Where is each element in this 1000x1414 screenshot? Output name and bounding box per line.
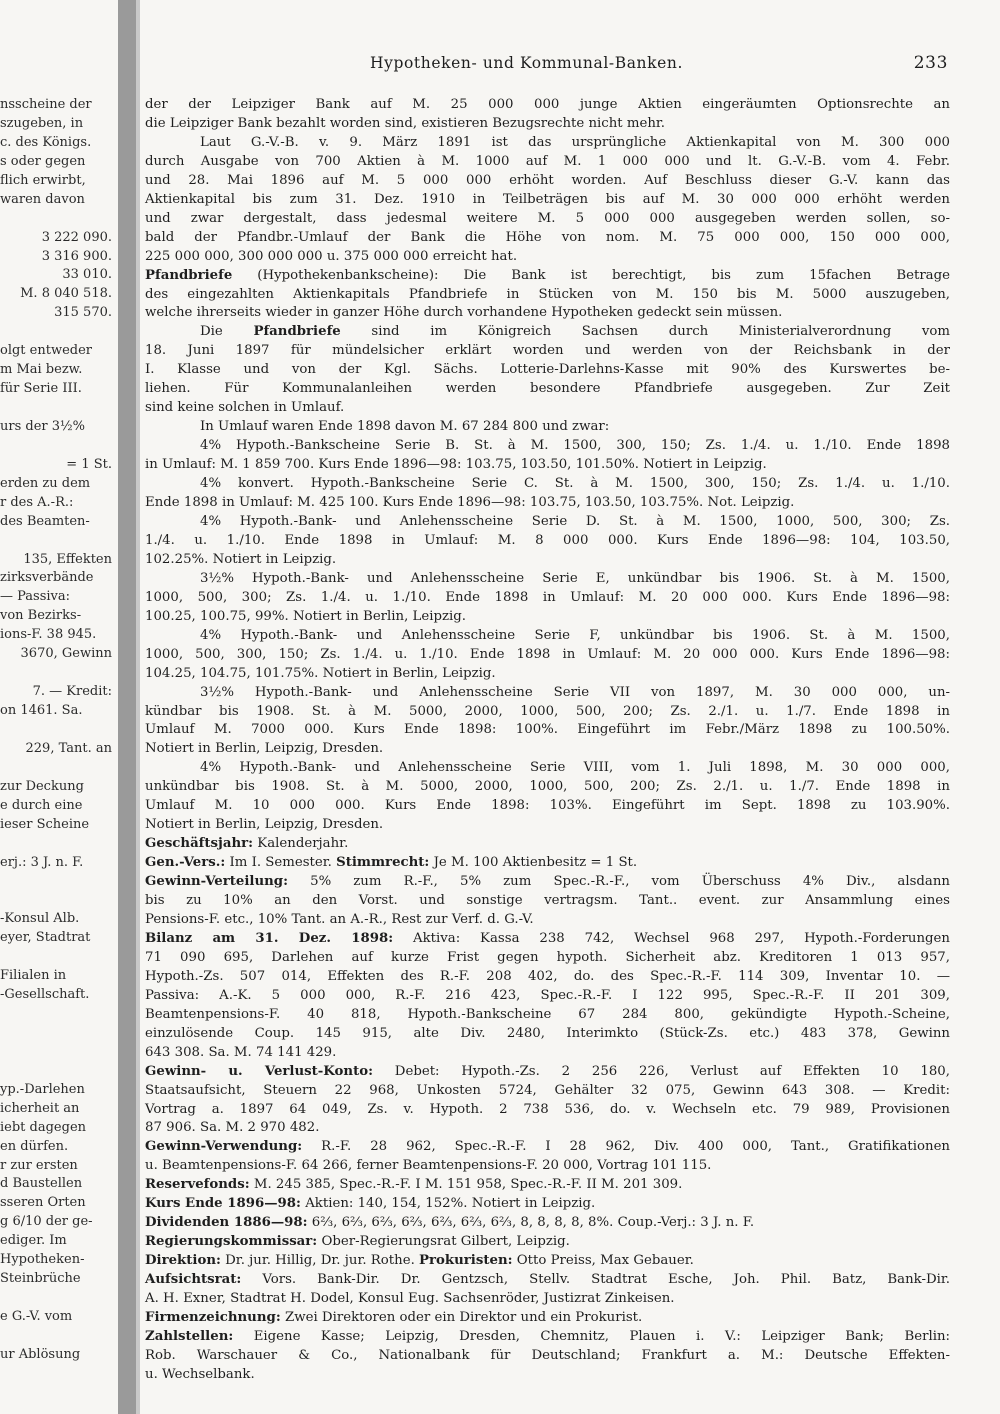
- paragraph: [145, 1195, 950, 1214]
- text-line: 87 906. Sa. M. 2 970 482.: [145, 1120, 320, 1136]
- fragment-line: [0, 1327, 116, 1346]
- paragraph: [145, 1138, 950, 1176]
- text-line: Aufsichtsrat: Vors. Bank-Dir. Dr. Gentzsch, Stellv. Stadtrat Esche, Joh. Phil. Batz, Bank-Dir.: [145, 1272, 950, 1288]
- fragment-line: eyer, Stadtrat: [0, 930, 91, 946]
- fragment-line: Hypotheken-: [0, 1252, 85, 1268]
- fragment-line: 7. — Kredit:: [32, 684, 112, 700]
- text-line: und 28. Mai 1896 auf M. 5 000 000 erhöht worden. Auf Beschluss dieser G.-V. kann das: [145, 172, 950, 188]
- fragment-line: erden zu dem: [0, 475, 91, 491]
- text-line: einzulösende Coup. 145 915, alte Div. 2480, Interimkto (Stück-Zs. etc.) 483 378, Gewinn: [145, 1025, 950, 1041]
- fragment-line: 3 222 090.: [41, 229, 112, 245]
- fragment-line: e G.-V. vom: [0, 1309, 73, 1324]
- text-line: Firmenzeichnung: Zwei Direktoren oder ein Direktor und ein Prokurist.: [145, 1310, 643, 1325]
- fragment-line: [0, 532, 116, 551]
- paragraph: [145, 1063, 950, 1139]
- fragment-line: [0, 1289, 116, 1308]
- paragraph: [145, 627, 950, 684]
- fragment-line: ur Ablösung: [0, 1346, 81, 1362]
- text-line: 1000, 500, 300; Zs. 1./4. u. 1./10. Ende 1898 in Umlauf: M. 20 000 000. Kurs Ende 1896—98:: [145, 589, 950, 605]
- page-header: [370, 54, 948, 76]
- fragment-line: zirksverbände: [0, 570, 94, 586]
- paragraph: [145, 1252, 950, 1271]
- text-line: Gewinn- u. Verlust-Konto: Debet: Hypoth.-Zs. 2 256 226, Verlust auf Effekten 10 180,: [145, 1063, 950, 1079]
- paragraph: [145, 835, 950, 854]
- text-line: Bilanz am 31. Dez. 1898: Aktiva: Kassa 238 742, Wechsel 968 297, Hypoth.-Forderungen: [145, 930, 950, 946]
- fragment-line: Steinbrüche: [0, 1271, 81, 1287]
- text-line: Geschäftsjahr: Kalenderjahr.: [145, 836, 349, 852]
- fragment-line: e durch eine: [0, 797, 83, 813]
- running-title: Hypotheken- und Kommunal-Banken.: [370, 54, 684, 72]
- paragraph: [145, 513, 950, 570]
- text-line: Notiert in Berlin, Leipzig, Dresden.: [145, 741, 384, 757]
- text-line: und zwar dergestalt, dass jedesmal weitere M. 5 000 000 ausgegeben werden sollen, so-: [145, 210, 950, 226]
- text-line: Gen.-Vers.: Im I. Semester. Stimmrecht: Je M. 100 Aktienbesitz = 1 St.: [145, 855, 638, 871]
- fragment-line: [0, 1024, 116, 1043]
- fragment-line: c. des Königs.: [0, 134, 92, 150]
- paragraph: [145, 323, 950, 418]
- paragraph: [145, 418, 950, 437]
- paragraph: [145, 1309, 950, 1328]
- fragment-line: des Beamten-: [0, 513, 90, 529]
- fragment-line: sseren Orten: [0, 1195, 86, 1211]
- fragment-line: [0, 1043, 116, 1062]
- text-line: Die Pfandbriefe sind im Königreich Sachsen durch Ministerialverordnung vom: [200, 324, 950, 340]
- text-line: Regierungskommissar: Ober-Regierungsrat Gilbert, Leipzig.: [145, 1234, 570, 1250]
- paragraph: [145, 1233, 950, 1252]
- fragment-line: [0, 759, 116, 778]
- text-line: sind keine solchen in Umlauf.: [145, 400, 345, 416]
- text-line: Pfandbriefe (Hypothekenbankscheine): Die Bank ist berechtigt, bis zum 15fachen Betrage: [145, 267, 950, 283]
- fragment-line: von Bezirks-: [0, 608, 82, 624]
- text-line: Hypoth.-Zs. 507 014, Effekten des R.-F. 208 402, do. des Spec.-R.-F. 114 309, Inventar 10. —: [145, 968, 950, 984]
- text-line: 104.25, 104.75, 101.75%. Notiert in Berlin, Leipzig.: [145, 665, 496, 681]
- text-line: der der Leipziger Bank auf M. 25 000 000 junge Aktien eingeräumten Optionsrechte an: [145, 97, 950, 112]
- paragraph: [145, 1176, 950, 1195]
- text-line: 102.25%. Notiert in Leipzig.: [145, 551, 337, 567]
- fragment-line: en dürfen.: [0, 1138, 69, 1154]
- text-line: 1000, 500, 300, 150; Zs. 1./4. u. 1./10. Ende 1898 in Umlauf: M. 20 000 000. Kurs Ende 1896—98:: [145, 646, 950, 662]
- fragment-line: 135, Effekten: [23, 551, 112, 567]
- fragment-line: ieser Scheine: [0, 816, 90, 832]
- paragraph: [145, 873, 950, 930]
- text-line: die Leipziger Bank bezahlt worden sind, existieren Bezugsrechte nicht mehr.: [145, 115, 666, 131]
- fragment-line: urs der 3½%: [0, 418, 85, 434]
- text-line: liehen. Für Kommunalanleihen werden besondere Pfandbriefe ausgegeben. Zur Zeit: [145, 381, 950, 397]
- fragment-line: r zur ersten: [0, 1157, 78, 1173]
- fragment-line: zur Deckung: [0, 778, 84, 794]
- text-line: u. Beamtenpensions-F. 64 266, ferner Beamtenpensions-F. 20 000, Vortrag 101 115.: [145, 1158, 712, 1174]
- paragraph: [145, 96, 950, 134]
- paragraph: [145, 1271, 950, 1309]
- text-line: 4% Hypoth.-Bank- und Anlehensscheine Serie F, unkündbar bis 1906. St. à M. 1500,: [200, 627, 950, 643]
- fragment-line: nsscheine der: [0, 97, 92, 112]
- fragment-line: erj.: 3 J. n. F.: [0, 854, 84, 870]
- fragment-line: [0, 399, 116, 418]
- text-line: kündbar bis 1908. St. à M. 5000, 2000, 1000, 500, 200; Zs. 2./1. u. 1./7. Ende 1898 in: [145, 703, 950, 719]
- text-line: 100.25, 100.75, 99%. Notiert in Berlin, Leipzig.: [145, 608, 467, 624]
- fragment-line: 315 570.: [54, 305, 112, 321]
- fragment-line: ions-F. 38 945.: [0, 627, 97, 643]
- text-line: Zahlstellen: Eigene Kasse; Leipzig, Dresden, Chemnitz, Plauen i. V.: Leipziger Bank; Berlin:: [145, 1328, 950, 1344]
- fragment-line: M. 8 040 518.: [20, 286, 112, 302]
- page-gutter-edge: [136, 0, 140, 1414]
- paragraph: [145, 570, 950, 627]
- fragment-line: d Baustellen: [0, 1176, 83, 1192]
- text-line: 18. Juni 1897 für mündelsicher erklärt worden und werden von der Reichsbank in der: [145, 343, 950, 359]
- text-line: durch Ausgabe von 700 Aktien à M. 1000 auf M. 1 000 000 und lt. G.-V.-B. vom 4. Febr.: [145, 153, 950, 169]
- fragment-line: waren davon: [0, 191, 85, 207]
- fragment-line: olgt entweder: [0, 343, 93, 359]
- fragment-line: [0, 1062, 116, 1081]
- text-line: Vortrag a. 1897 64 049, Zs. v. Hypoth. 2 738 536, do. v. Wechseln etc. 79 989, Provisionen: [145, 1101, 950, 1117]
- text-line: Umlauf M. 7000 000. Kurs Ende 1898: 100%. Eingeführt im Febr./März 1898 zu 100.50%.: [145, 722, 950, 738]
- fragment-line: [0, 721, 116, 740]
- text-line: 4% Hypoth.-Bank- und Anlehensscheine Serie D. St. à M. 1500, 1000, 500, 300; Zs.: [200, 513, 950, 529]
- text-line: Ende 1898 in Umlauf: M. 425 100. Kurs Ende 1896—98: 103.75, 103.50, 103.75%. Not. Leipzig.: [145, 495, 795, 511]
- text-line: 3½% Hypoth.-Bank- und Anlehensscheine Serie VII von 1897, M. 30 000 000, un-: [200, 684, 950, 700]
- text-line: Pensions-F. etc., 10% Tant. an A.-R., Rest zur Verf. d. G.-V.: [145, 911, 534, 927]
- paragraph: [145, 854, 950, 873]
- text-line: Dividenden 1886—98: 6⅔, 6⅔, 6⅔, 6⅔, 6⅔, 6⅔, 6⅔, 8, 8, 8, 8, 8%. Coup.-Verj.: 3 J. n. F.: [145, 1215, 755, 1231]
- fragment-line: [0, 948, 116, 967]
- text-line: 643 308. Sa. M. 74 141 429.: [145, 1044, 337, 1060]
- fragment-line: flich erwirbt,: [0, 172, 86, 188]
- paragraph: [145, 134, 950, 267]
- text-line: Rob. Warschauer & Co., Nationalbank für Deutschland; Frankfurt a. M.: Deutsche Effekten-: [145, 1347, 950, 1363]
- paragraph: [145, 684, 950, 760]
- paragraph: [145, 930, 950, 1063]
- fragment-line: für Serie III.: [0, 381, 82, 397]
- fragment-line: Filialen in: [0, 968, 67, 984]
- text-line: Gewinn-Verteilung: 5% zum R.-F., 5% zum Spec.-R.-F., vom Überschuss 4% Div., alsdann: [145, 874, 950, 890]
- text-line: unkündbar bis 1908. St. à M. 5000, 2000, 1000, 500, 200; Zs. 2./1. u. 1./7. Ende 1898 in: [145, 779, 950, 795]
- paragraph: [145, 759, 950, 835]
- fragment-line: on 1461. Sa.: [0, 703, 83, 718]
- fragment-line: [0, 323, 116, 342]
- text-line: Beamtenpensions-F. 40 818, Hypoth.-Bankscheine 67 284 800, gekündigte Hypoth.-Scheine,: [145, 1006, 950, 1022]
- text-line: 71 090 695, Darlehen auf kurze Frist gegen hypoth. Sicherheit abz. Kreditoren 1 013 957,: [145, 949, 950, 965]
- paragraph: [145, 267, 950, 324]
- text-line: 4% konvert. Hypoth.-Bankscheine Serie C. St. à M. 1500, 300, 150; Zs. 1./4. u. 1./10.: [200, 476, 950, 492]
- text-line: Reservefonds: M. 245 385, Spec.-R.-F. I M. 151 958, Spec.-R.-F. II M. 201 309.: [145, 1177, 683, 1193]
- fragment-line: [0, 835, 116, 854]
- fragment-line: szugeben, in: [0, 115, 84, 131]
- paragraph: [145, 1214, 950, 1233]
- text-line: Direktion: Dr. jur. Hillig, Dr. jur. Rothe. Prokuristen: Otto Preiss, Max Gebauer.: [145, 1253, 694, 1269]
- text-line: u. Wechselbank.: [145, 1366, 255, 1382]
- text-line: I. Klasse und von der Kgl. Sächs. Lotterie-Darlehns-Kasse mit 90% des Kurswertes be-: [145, 362, 950, 378]
- fragment-line: -Konsul Alb.: [0, 911, 80, 927]
- text-line: In Umlauf waren Ende 1898 davon M. 67 284 800 und zwar:: [200, 419, 610, 435]
- text-line: Notiert in Berlin, Leipzig, Dresden.: [145, 817, 384, 833]
- fragment-line: -Gesellschaft.: [0, 987, 90, 1003]
- fragment-line: m Mai bezw.: [0, 362, 83, 378]
- text-line: Aktienkapital bis zum 31. Dez. 1910 in Teilbeträgen bis auf M. 30 000 000 erhöht werden: [145, 191, 950, 207]
- text-line: Umlauf M. 10 000 000. Kurs Ende 1898: 103%. Eingeführt im Sept. 1898 zu 103.90%.: [145, 798, 950, 814]
- page-number: 233: [913, 53, 948, 73]
- text-line: 4% Hypoth.-Bankscheine Serie B. St. à M. 1500, 300, 150; Zs. 1./4. u. 1./10. Ende 1898: [200, 438, 950, 454]
- text-line: in Umlauf: M. 1 859 700. Kurs Ende 1896—98: 103.75, 103.50, 101.50%. Notiert in Leipzig.: [145, 457, 767, 473]
- text-line: welche ihrerseits wieder in ganzer Höhe durch vorhandene Hypotheken gedeckt sein müssen.: [145, 305, 783, 321]
- page-gutter-shadow: [118, 0, 136, 1414]
- fragment-line: [0, 872, 116, 891]
- text-line: des eingezahlten Aktienkapitals Pfandbriefe in Stücken von M. 150 bis M. 5000 auszugeben,: [145, 286, 950, 302]
- fragment-line: [0, 1005, 116, 1024]
- fragment-line: [0, 210, 116, 229]
- text-line: Staatsaufsicht, Steuern 22 968, Unkosten 5724, Gehälter 32 075, Gewinn 643 308. — Kredit:: [145, 1082, 950, 1098]
- fragment-line: yp.-Darlehen: [0, 1081, 85, 1097]
- fragment-line: = 1 St.: [66, 456, 112, 472]
- text-line: Kurs Ende 1896—98: Aktien: 140, 154, 152%. Notiert in Leipzig.: [145, 1196, 596, 1212]
- fragment-line: [0, 437, 116, 456]
- fragment-line: r des A.-R.:: [0, 494, 74, 510]
- text-line: 225 000 000, 300 000 000 u. 375 000 000 erreicht hat.: [145, 248, 518, 264]
- text-line: 4% Hypoth.-Bank- und Anlehensscheine Serie VIII, vom 1. Juli 1898, M. 30 000 000,: [200, 760, 950, 776]
- fragment-line: 3 316 900.: [41, 248, 112, 264]
- text-line: bis zu 10% an den Vorst. und sonstige vertragsm. Tant.. event. zur Ansammlung eines: [145, 893, 950, 909]
- text-line: 3½% Hypoth.-Bank- und Anlehensscheine Serie E, unkündbar bis 1906. St. à M. 1500,: [200, 570, 950, 586]
- fragment-line: s oder gegen: [0, 153, 86, 169]
- fragment-line: iebt dagegen: [0, 1119, 87, 1135]
- text-line: bald der Pfandbr.-Umlauf der Bank die Höhe von nom. M. 75 000 000, 150 000 000,: [145, 229, 950, 245]
- paragraph: [145, 1328, 950, 1385]
- fragment-line: 33 010.: [62, 267, 112, 283]
- fragment-line: [0, 664, 116, 683]
- fragment-line: g 6/10 der ge-: [0, 1214, 93, 1230]
- fragment-line: icherheit an: [0, 1100, 80, 1116]
- text-line: 1./4. u. 1./10. Ende 1898 in Umlauf: M. 8 000 000. Kurs Ende 1896—98: 104, 103.50,: [145, 532, 950, 548]
- previous-page-fragment: [0, 96, 116, 1396]
- main-text-column: [145, 96, 950, 1385]
- paragraph: [145, 475, 950, 513]
- fragment-line: ediger. Im: [0, 1233, 67, 1249]
- fragment-line: — Passiva:: [0, 589, 71, 605]
- text-line: Gewinn-Verwendung: R.-F. 28 962, Spec.-R.-F. I 28 962, Div. 400 000, Tant., Gratifikationen: [145, 1139, 950, 1155]
- fragment-line: [0, 891, 116, 910]
- text-line: A. H. Exner, Stadtrat H. Dodel, Konsul Eug. Sachsenröder, Justizrat Zinkeisen.: [145, 1291, 675, 1307]
- fragment-line: 3670, Gewinn: [20, 646, 112, 662]
- text-line: Laut G.-V.-B. v. 9. März 1891 ist das ursprüngliche Aktienkapital von M. 300 000: [200, 134, 950, 150]
- paragraph: [145, 437, 950, 475]
- text-line: Passiva: A.-K. 5 000 000, R.-F. 216 423, Spec.-R.-F. I 122 995, Spec.-R.-F. II 201 309,: [145, 987, 950, 1003]
- fragment-line: 229, Tant. an: [25, 740, 112, 756]
